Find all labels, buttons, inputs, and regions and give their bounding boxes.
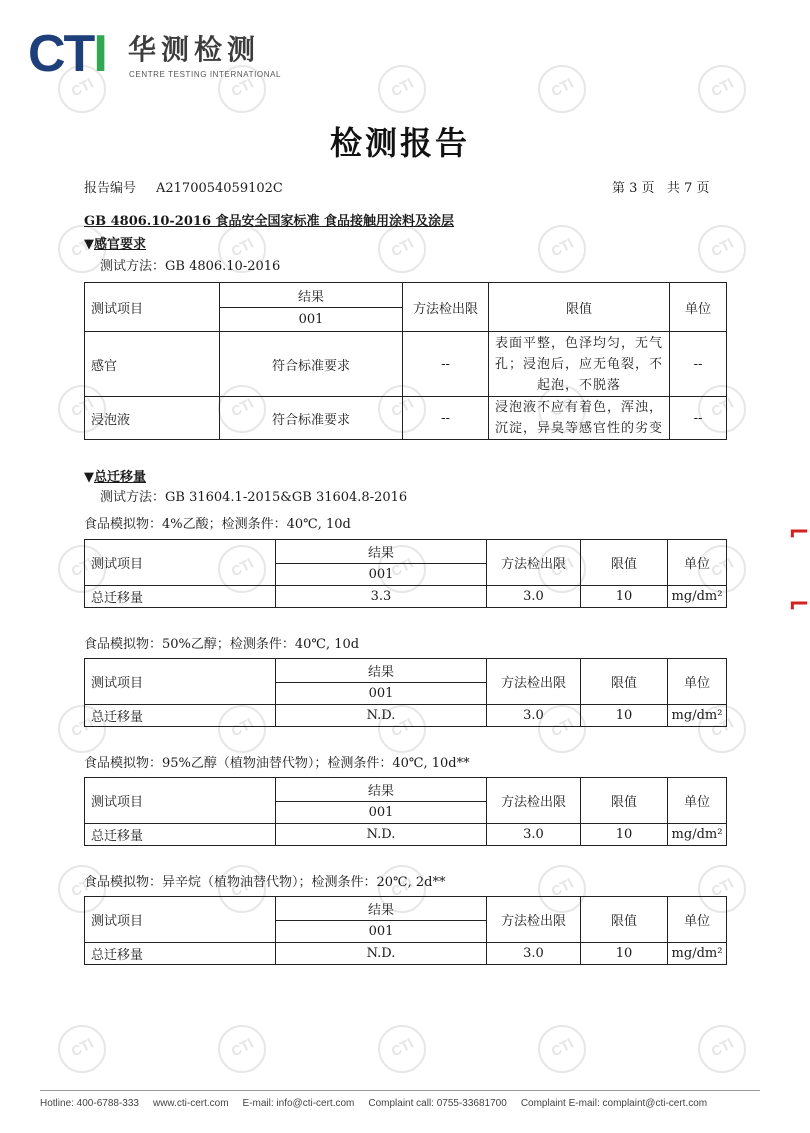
- cti-watermark-icon: [58, 1025, 106, 1073]
- standard-title: GB 4806.10-2016 食品安全国家标准 食品接触用涂料及涂层: [84, 214, 455, 229]
- cti-watermark-icon: [538, 225, 586, 273]
- footer: [40, 1098, 770, 1109]
- row-result: 3.3: [276, 586, 487, 608]
- test-method: 测试方法：GB 31604.1-2015&GB 31604.8-2016: [100, 490, 408, 505]
- row-limit: 浸泡液不应有着色，浑浊，沉淀，异臭等感官性的劣变: [489, 397, 670, 440]
- cti-watermark-icon: [698, 65, 746, 113]
- row-limit: 10: [581, 824, 668, 846]
- row-result: N.D.: [276, 705, 487, 727]
- header-item: 测试项目: [85, 778, 276, 824]
- test-method: 测试方法：GB 4806.10-2016: [100, 259, 281, 274]
- sensory-table: [84, 282, 727, 440]
- section-title: 总迁移量: [94, 470, 147, 485]
- simulant-condition: 食品模拟物：50%乙醇；检测条件：40℃, 10d: [84, 637, 360, 652]
- cti-watermark-icon: [218, 1025, 266, 1073]
- header-sample: 001: [276, 564, 487, 586]
- header-unit: 单位: [668, 778, 727, 824]
- footer-website[interactable]: www.cti-cert.com: [152, 1098, 229, 1109]
- report-no: A2170054059102C: [156, 181, 283, 196]
- section-heading-migration: [84, 466, 146, 485]
- footer-hotline: Hotline: 400-6788-333: [40, 1098, 139, 1109]
- migration-table: [84, 658, 727, 727]
- section-heading-sensory: [84, 233, 146, 252]
- header-unit: 单位: [668, 897, 727, 943]
- header-limit: 限值: [581, 897, 668, 943]
- seal-stamp-fragment: ⌐: [788, 590, 810, 620]
- header-mdl: 方法检出限: [487, 778, 581, 824]
- seal-stamp-fragment: ⌐: [788, 518, 810, 548]
- section-title: 感官要求: [94, 237, 147, 252]
- row-unit: mg/dm²: [668, 943, 727, 965]
- row-limit: 10: [581, 705, 668, 727]
- company-logo: [28, 26, 106, 82]
- header-result: 结果: [276, 659, 487, 683]
- header-sample: 001: [276, 802, 487, 824]
- header-limit: 限值: [581, 659, 668, 705]
- header-sample: 001: [276, 683, 487, 705]
- header-item: 测试项目: [85, 540, 276, 586]
- logo-text: CTI: [28, 25, 106, 83]
- header-result: 结果: [276, 778, 487, 802]
- row-limit: 10: [581, 586, 668, 608]
- row-result: N.D.: [276, 824, 487, 846]
- row-mdl: 3.0: [487, 586, 581, 608]
- table-row: [85, 586, 727, 608]
- footer-email[interactable]: E-mail: info@cti-cert.com: [242, 1098, 355, 1109]
- header-mdl: 方法检出限: [487, 540, 581, 586]
- page-info: 第 3 页 共 7 页: [612, 181, 710, 196]
- footer-complaint-call: Complaint call: 0755-33681700: [368, 1098, 507, 1109]
- row-unit: mg/dm²: [668, 705, 727, 727]
- cti-watermark-icon: [378, 225, 426, 273]
- row-unit: --: [670, 397, 727, 440]
- row-item: 总迁移量: [85, 943, 276, 965]
- header-result: 结果: [220, 283, 403, 308]
- triangle-marker-icon: ▼: [84, 470, 94, 485]
- cti-watermark-icon: [538, 1025, 586, 1073]
- row-mdl: 3.0: [487, 705, 581, 727]
- header-result: 结果: [276, 540, 487, 564]
- migration-table: [84, 896, 727, 965]
- row-limit: 10: [581, 943, 668, 965]
- table-row: [85, 943, 727, 965]
- company-name-en: CENTRE TESTING INTERNATIONAL: [129, 70, 282, 79]
- row-limit: 表面平整，色泽均匀，无气孔；浸泡后，应无龟裂，不起泡，不脱落: [489, 332, 670, 397]
- header-item: 测试项目: [85, 659, 276, 705]
- cti-watermark-icon: [698, 225, 746, 273]
- header-sample: 001: [276, 921, 487, 943]
- row-unit: mg/dm²: [668, 824, 727, 846]
- table-row: [85, 397, 727, 440]
- row-mdl: 3.0: [487, 824, 581, 846]
- table-row: [85, 705, 727, 727]
- migration-table: [84, 777, 727, 846]
- row-item: 感官: [85, 332, 220, 397]
- cti-watermark-icon: [378, 1025, 426, 1073]
- row-mdl: --: [403, 397, 489, 440]
- report-title: 检测报告: [329, 124, 470, 162]
- header-mdl: 方法检出限: [487, 897, 581, 943]
- header-mdl: 方法检出限: [487, 659, 581, 705]
- header-unit: 单位: [668, 659, 727, 705]
- table-row: [85, 332, 727, 397]
- triangle-marker-icon: ▼: [84, 237, 94, 252]
- simulant-condition: 食品模拟物：95%乙醇（植物油替代物）；检测条件：40℃, 10d**: [84, 756, 470, 771]
- cti-watermark-icon: [538, 65, 586, 113]
- header-item: 测试项目: [85, 897, 276, 943]
- row-result: 符合标准要求: [220, 332, 403, 397]
- report-no-label: 报告编号: [84, 181, 137, 196]
- row-item: 浸泡液: [85, 397, 220, 440]
- cti-watermark-icon: [698, 1025, 746, 1073]
- header-unit: 单位: [670, 283, 727, 332]
- header-result: 结果: [276, 897, 487, 921]
- row-item: 总迁移量: [85, 586, 276, 608]
- table-row: [85, 824, 727, 846]
- row-unit: mg/dm²: [668, 586, 727, 608]
- migration-table: [84, 539, 727, 608]
- footer-complaint-email[interactable]: Complaint E-mail: complaint@cti-cert.com: [520, 1098, 708, 1109]
- header-limit: 限值: [581, 778, 668, 824]
- row-result: N.D.: [276, 943, 487, 965]
- header-item: 测试项目: [85, 283, 220, 332]
- row-mdl: --: [403, 332, 489, 397]
- header-limit: 限值: [489, 283, 670, 332]
- row-item: 总迁移量: [85, 705, 276, 727]
- footer-divider: [40, 1090, 760, 1091]
- company-name-cn: 华测检测: [128, 33, 261, 66]
- header-mdl: 方法检出限: [403, 283, 489, 332]
- header-limit: 限值: [581, 540, 668, 586]
- simulant-condition: 食品模拟物：4%乙酸；检测条件：40℃, 10d: [84, 517, 351, 532]
- row-item: 总迁移量: [85, 824, 276, 846]
- cti-watermark-icon: [378, 65, 426, 113]
- row-result: 符合标准要求: [220, 397, 403, 440]
- row-unit: --: [670, 332, 727, 397]
- row-mdl: 3.0: [487, 943, 581, 965]
- header-unit: 单位: [668, 540, 727, 586]
- simulant-condition: 食品模拟物：异辛烷（植物油替代物）；检测条件：20℃, 2d**: [84, 875, 446, 890]
- header-sample: 001: [220, 308, 403, 332]
